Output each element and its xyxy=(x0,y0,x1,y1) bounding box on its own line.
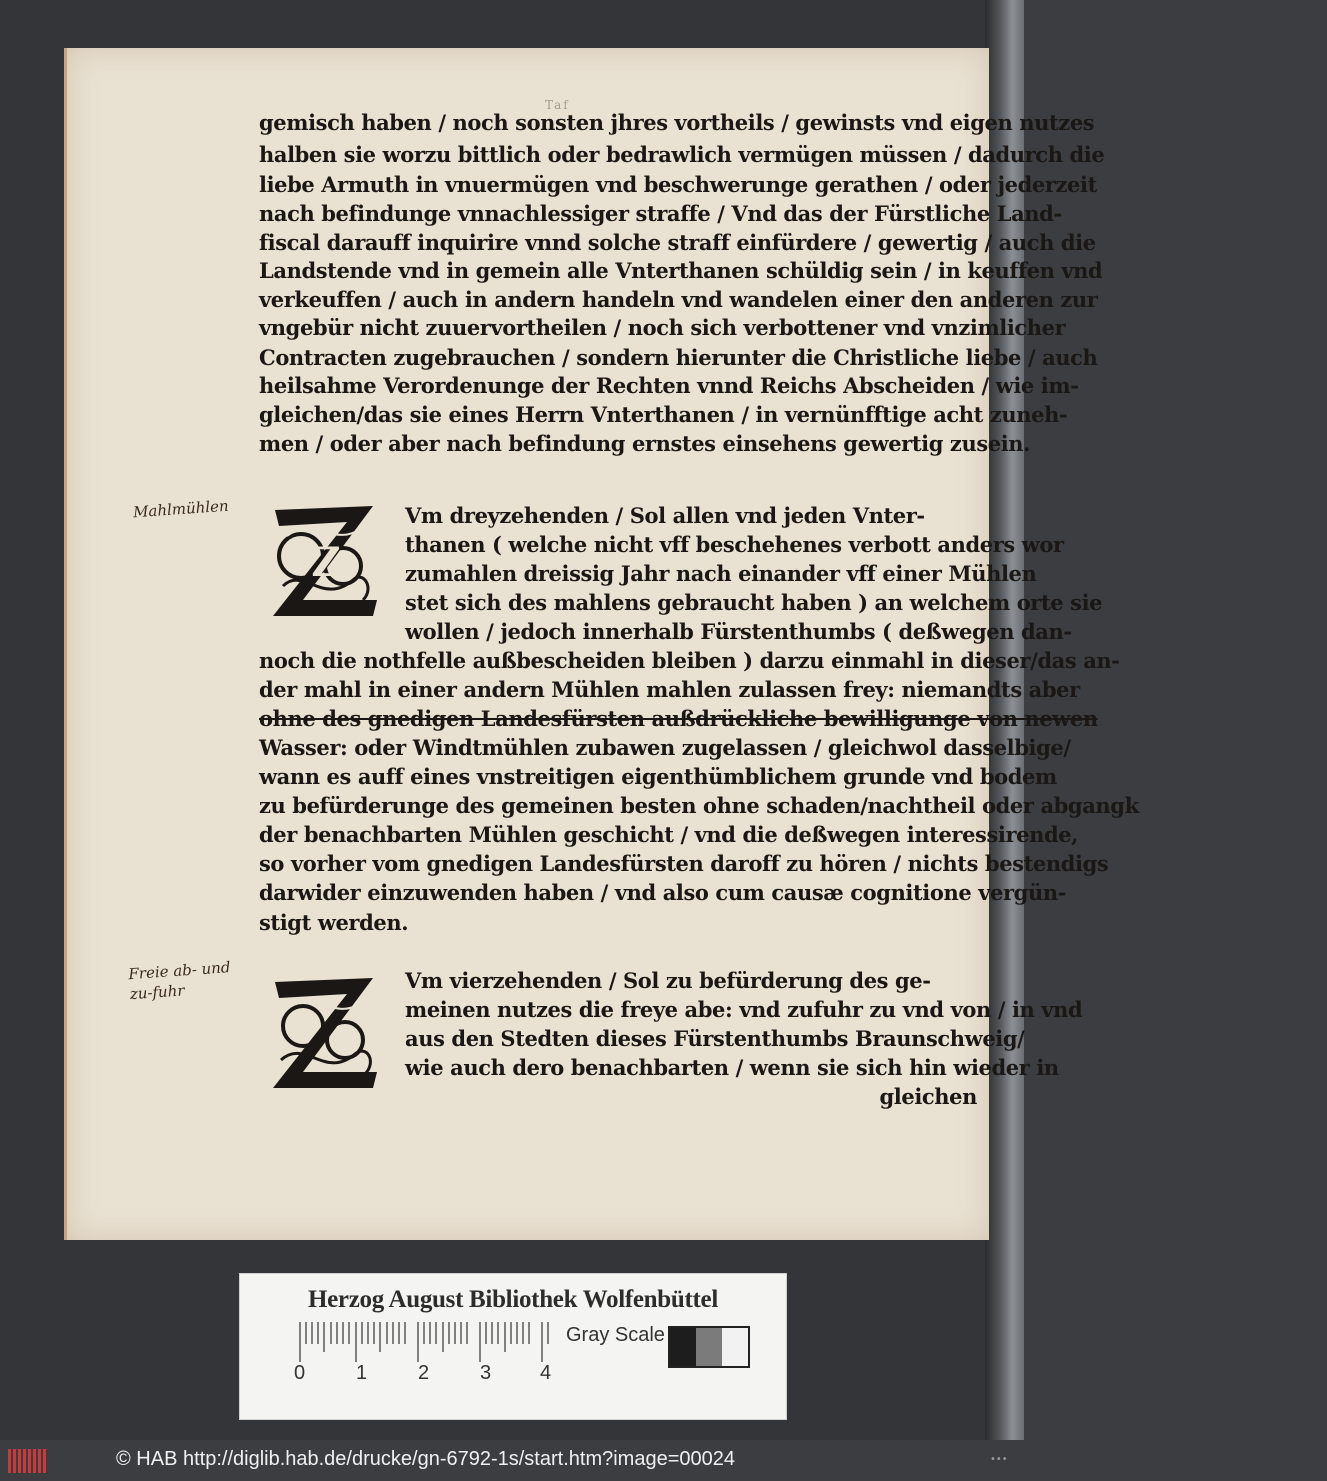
more-dots-icon[interactable]: ••• xyxy=(990,1454,1008,1465)
text-line: liebe Armuth in vnuermügen vnd beschwerunge gerathen / oder jederzeit xyxy=(259,172,1097,197)
text-line: wollen / jedoch innerhalb Fürstenthumbs ( deßwegen dan- xyxy=(405,619,1072,644)
swatch-black xyxy=(670,1328,696,1366)
margin-note-2: Freie ab- und zu-fuhr xyxy=(127,958,232,1004)
text-line: gemisch haben / noch sonsten jhres vortheils / gewinsts vnd eigen nutzes xyxy=(259,110,1095,135)
ruler-scale xyxy=(298,1322,554,1362)
text-line: zu befürderunge des gemeinen besten ohne schaden/nachtheil oder abgangk xyxy=(259,793,1139,818)
text-line: wie auch dero benachbarten / wenn sie sich hin wieder in xyxy=(405,1055,1059,1080)
top-mark: Taf xyxy=(545,98,570,112)
gray-scale-swatch xyxy=(668,1326,750,1368)
text-line: stigt werden. xyxy=(259,910,409,935)
ruler-number: 1 xyxy=(356,1362,368,1384)
text-line: so vorher vom gnedigen Landesfürsten daroff zu hören / nichts bestendigs xyxy=(259,851,1109,876)
text-line: Wasser: oder Windtmühlen zubawen zugelassen / gleichwol dasselbige/ xyxy=(259,735,1071,760)
text-line: heilsahme Verordenunge der Rechten vnnd Reichs Abscheiden / wie im- xyxy=(259,373,1079,398)
swatch-gray xyxy=(696,1328,722,1366)
ruler-number: 2 xyxy=(418,1362,430,1384)
ruler-number: 4 xyxy=(540,1362,552,1384)
ruler-number: 3 xyxy=(480,1362,492,1384)
reference-card xyxy=(239,1273,787,1420)
swatch-white xyxy=(722,1328,748,1366)
text-line: der benachbarten Mühlen geschicht / vnd die deßwegen interessirende, xyxy=(259,822,1079,847)
gray-scale-label: Gray Scale xyxy=(566,1324,665,1346)
footer-bar xyxy=(0,1440,1024,1481)
text-line: aus den Stedten dieses Fürstenthumbs Braunschweig/ xyxy=(405,1026,1025,1051)
text-line: Vm dreyzehenden / Sol allen vnd jeden Vnter- xyxy=(405,503,925,528)
text-line: vngebür nicht zuuervortheilen / noch sich verbottener vnd vnzimlicher xyxy=(259,315,1066,340)
hab-logo-icon xyxy=(8,1449,46,1473)
text-line: men / oder aber nach befindung ernstes einsehens gewertig zusein. xyxy=(259,431,1031,456)
text-line: meinen nutzes die freye abe: vnd zufuhr zu vnd von / in vnd xyxy=(405,997,1083,1022)
footer-url-text: © HAB http://diglib.hab.de/drucke/gn-6792-1s/start.htm?image=00024 xyxy=(116,1448,735,1470)
initial-letter: Z xyxy=(311,539,341,586)
text-line: gleichen/das sie eines Herrn Vnterthanen / in vernünfftige acht zuneh- xyxy=(259,402,1068,427)
text-line: Vm vierzehenden / Sol zu befürderung des ge- xyxy=(405,968,931,993)
text-line: thanen ( welche nicht vff beschehenes verbott anders wor xyxy=(405,532,1064,557)
margin-note-1: Mahlmühlen xyxy=(132,496,230,522)
text-line: fiscal darauff inquirire vnnd solche straff einfürdere / gewertig / auch die xyxy=(259,230,1096,255)
document-page xyxy=(64,48,1139,1240)
text-line: verkeuffen / auch in andern handeln vnd wandelen einer den anderen zur xyxy=(259,287,1098,312)
catchword: gleichen xyxy=(879,1084,977,1109)
text-line: darwider einzuwenden haben / vnd also cum causæ cognitione vergün- xyxy=(259,880,1066,905)
library-title: Herzog August Bibliothek Wolfenbüttel xyxy=(307,1286,718,1313)
text-line: zumahlen dreissig Jahr nach einander vff einer Mühlen xyxy=(405,561,1037,586)
text-line: halben sie worzu bittlich oder bedrawlich vermügen müssen / dadurch die xyxy=(259,142,1105,167)
text-line: stet sich des mahlens gebraucht haben ) an welchem orte sie xyxy=(405,590,1103,615)
text-line: Landstende vnd in gemein alle Vnterthanen schüldig sein / in keuffen vnd xyxy=(259,258,1103,283)
struck-text-line: ohne des gnedigen Landesfürsten außdrückliche bewilligunge von newen xyxy=(259,706,1098,731)
text-line: nach befindunge vnnachlessiger straffe / Vnd das der Fürstliche Land- xyxy=(259,201,1062,226)
text-line: wann es auff eines vnstreitigen eigenthümblichem grunde vnd bodem xyxy=(259,764,1057,789)
text-line: Contracten zugebrauchen / sondern hierunter die Christliche liebe / auch xyxy=(259,345,1098,370)
ruler-number: 0 xyxy=(294,1362,306,1384)
text-line: der mahl in einer andern Mühlen mahlen zulassen frey: niemandts aber xyxy=(259,677,1080,702)
text-line: noch die nothfelle außbescheiden bleiben ) darzu einmahl in dieser/das an- xyxy=(259,648,1120,673)
